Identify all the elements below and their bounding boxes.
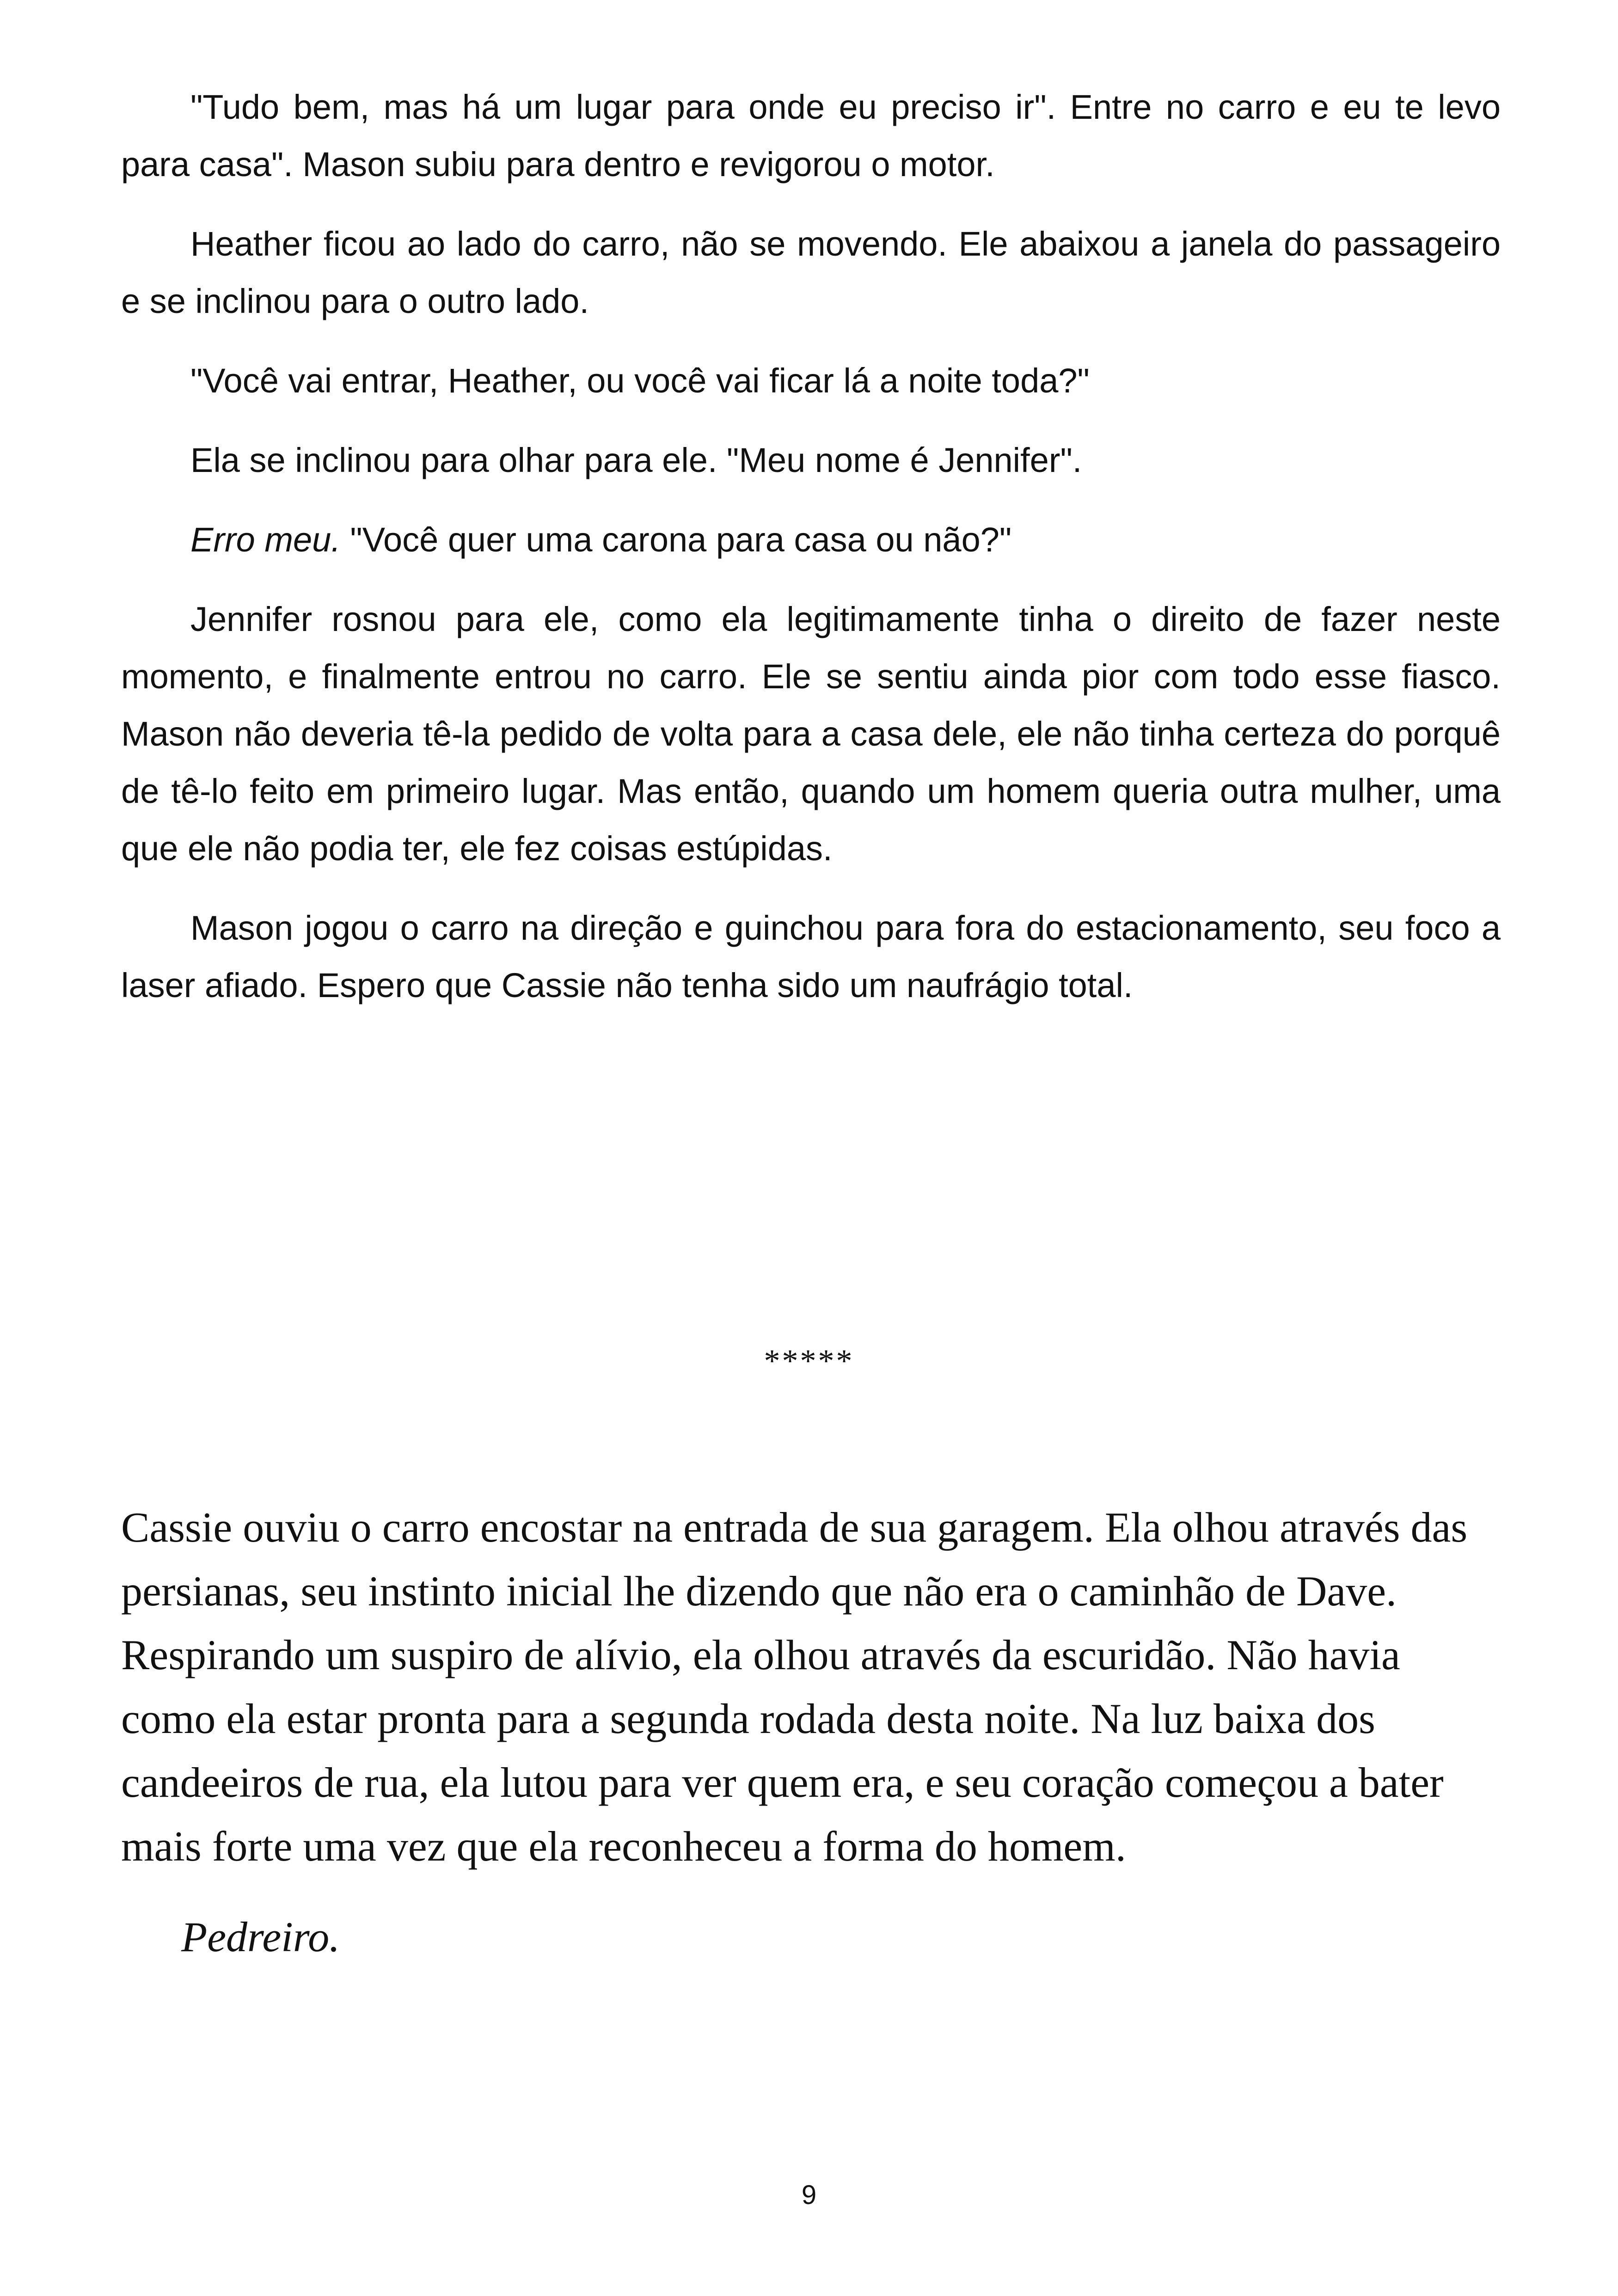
paragraph: "Você vai entrar, Heather, ou você vai ficar lá a noite toda?" <box>190 361 1090 400</box>
italic-thought: Erro meu. <box>190 520 341 559</box>
scene-break-separator: ***** <box>764 1343 854 1379</box>
paragraph-text: "Você quer uma carona para casa ou não?" <box>340 520 1012 559</box>
chapter-section-one <box>121 79 1501 1036</box>
paragraph: "Tudo bem, mas há um lugar para onde eu preciso ir". Entre no carro e eu te levo para casa". Mason subiu para dentro e revigorou o motor. <box>121 88 1501 184</box>
paragraph: Cassie ouviu o carro encostar na entrada de sua garagem. Ela olhou através das persianas, seu instinto inicial lhe dizendo que não era o caminhão de Dave. Respirando um suspiro de alívio, ela olhou através da escuridão. Não havia como ela estar pronta para a segunda rodada desta noite. Na luz baixa dos candeeiros de rua, ela lutou para ver quem era, e seu coração começou a bater mais forte uma vez que ela reconheceu a forma do homem. <box>121 1504 1468 1870</box>
page-number: 9 <box>801 2180 817 2210</box>
paragraph: Ela se inclinou para olhar para ele. "Meu nome é Jennifer". <box>190 441 1082 479</box>
paragraph: Jennifer rosnou para ele, como ela legitimamente tinha o direito de fazer neste momento, e finalmente entrou no carro. Ele se sentiu ainda pior com todo esse fiasco. Mason não deveria tê-la pedido de volta para a casa dele, ele não tinha certeza do porquê de tê-lo feito em primeiro lugar. Mas então, quando um homem queria outra mulher, uma que ele não podia ter, ele fez coisas estúpidas. <box>121 600 1501 868</box>
paragraph <box>121 511 1501 569</box>
closing-italic-line: Pedreiro. <box>181 1913 340 1960</box>
chapter-section-two <box>121 1495 1501 1996</box>
paragraph: Heather ficou ao lado do carro, não se movendo. Ele abaixou a janela do passageiro e se inclinou para o outro lado. <box>121 225 1501 320</box>
paragraph: Mason jogou o carro na direção e guinchou para fora do estacionamento, seu foco a laser afiado. Espero que Cassie não tenha sido um naufrágio total. <box>121 909 1501 1004</box>
